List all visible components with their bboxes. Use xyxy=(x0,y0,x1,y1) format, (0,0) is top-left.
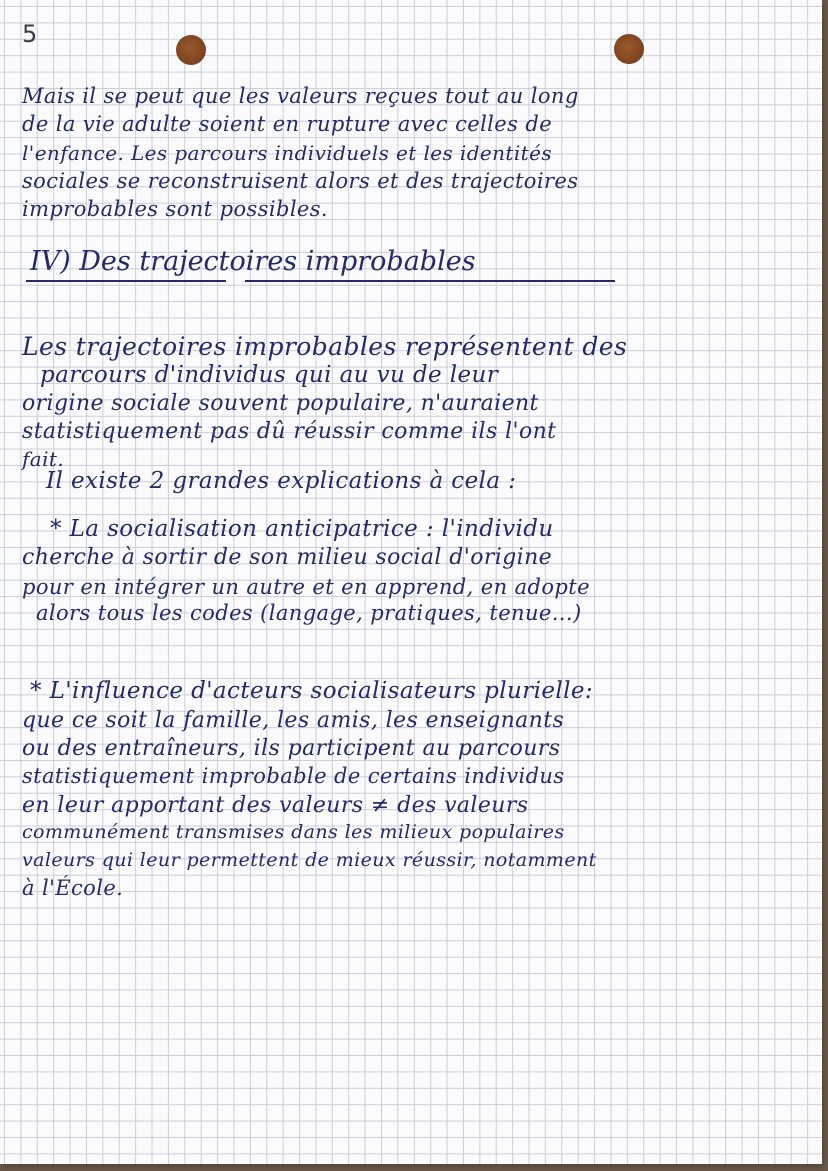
paragraph-2-line: origine sociale souvent populaire, n'auraient xyxy=(22,391,539,416)
paragraph-4-line: valeurs qui leur permettent de mieux réussir, notamment xyxy=(22,849,597,871)
paragraph-2-line: parcours d'individus qui au vu de leur xyxy=(40,362,499,388)
paragraph-4-line: que ce soit la famille, les amis, les enseignants xyxy=(22,708,565,733)
paragraph-1-line: sociales se reconstruisent alors et des trajectoires xyxy=(22,169,579,193)
paragraph-1-line: improbables sont possibles. xyxy=(22,197,329,221)
paragraph-4-line: communément transmises dans les milieux populaires xyxy=(22,821,565,843)
punch-hole-left xyxy=(176,35,206,65)
paragraph-2-line: Les trajectoires improbables représentent des xyxy=(22,332,628,361)
paragraph-3-line: * La socialisation anticipatrice : l'individu xyxy=(50,516,554,542)
paragraph-4-line: * L'influence d'acteurs socialisateurs plurielle: xyxy=(30,678,594,704)
paragraph-2-line: statistiquement pas dû réussir comme ils l'ont xyxy=(22,419,557,444)
paragraph-1-line: Mais il se peut que les valeurs reçues tout au long xyxy=(22,84,579,108)
heading-underline xyxy=(245,280,615,282)
paragraph-1-line: de la vie adulte soient en rupture avec celles de xyxy=(22,112,553,136)
paragraph-2-line: Il existe 2 grandes explications à cela : xyxy=(46,468,517,494)
paragraph-3-line: cherche à sortir de son milieu social d'origine xyxy=(22,545,553,570)
page-number: 5 xyxy=(22,20,38,48)
paragraph-4-line: ou des entraîneurs, ils participent au parcours xyxy=(22,736,561,761)
paragraph-3-line: pour en intégrer un autre et en apprend, en adopte xyxy=(22,575,590,599)
paragraph-4-line: statistiquement improbable de certains individus xyxy=(22,764,565,788)
paragraph-2-line: fait. xyxy=(22,447,65,471)
paragraph-3-line: alors tous les codes (langage, pratiques, tenue...) xyxy=(36,601,582,625)
punch-hole-right xyxy=(614,34,644,64)
section-heading: IV) Des trajectoires improbables xyxy=(30,246,476,277)
paragraph-1-line: l'enfance. Les parcours individuels et les identités xyxy=(22,141,552,165)
heading-underline xyxy=(26,280,226,282)
paragraph-4-line: à l'École. xyxy=(22,876,124,900)
paragraph-4-line: en leur apportant des valeurs ≠ des valeurs xyxy=(22,793,529,818)
